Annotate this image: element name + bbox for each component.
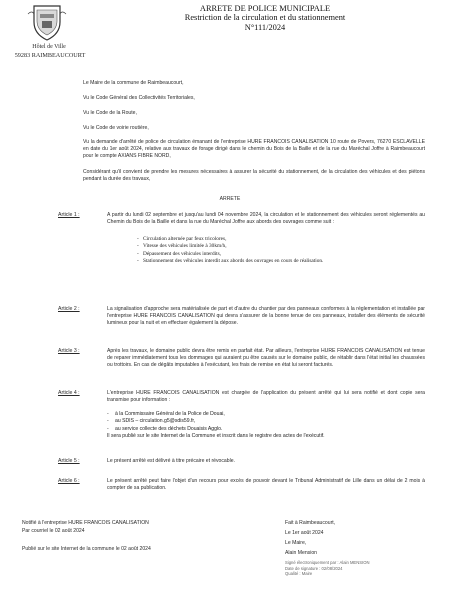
article-4-list [107,411,425,441]
preamble-cgct: Vu le Code Général des Collectivités Territoriales, [83,95,195,101]
list-item: Il sera publié sur le site Internet de la Commune et inscrit dans le registre des actes de l'exécutif. [107,433,325,440]
article-6-text: Le présent arrêté peut faire l'objet d'un recours pour excès de pouvoir devant le Tribunal Administratif de Lille dans un délai de 2 mois à compter de sa publication. [107,478,425,492]
article-2-label: Article 2 : [58,306,80,312]
town-hall-label: Hôtel de Ville [32,44,66,50]
stamp-signed-by: Signé électroniquement par : Alain MENSION [285,560,370,565]
arrete-heading: ARRETE [219,196,241,202]
list-item: - au SDIS – circulation.g5@sdis59.fr, [107,418,196,425]
article-3-label: Article 3 : [58,348,80,354]
signature-place: Fait à Raimbeaucourt, [285,520,336,526]
preamble-request: Vu la demande d'arrêté de police de circulation émanant de l'entreprise HURE FRANCOIS CANALISATION 10 route de Povers, 76270 ESCLAVELLE en date du 1er août 2024, relative aux travaux de forage dirigé dans le chemin du Bois de la Baille et de la rue du Maréchal Joffre à Raimbeaucourt pour le compte AXIANS FIBRE NORD, [83,139,425,160]
preamble-considering: Considérant qu'il convient de prendre les mesures nécessaires à assurer la sécurité du stationnement, de la circulation des véhicules et des piétons pendant la durée des travaux, [83,169,425,183]
list-item: - à la Commissaire Général de la Police de Douai, [107,411,225,417]
article-4-text: L'entreprise HURE FRANCOIS CANALISATION est chargée de l'application du présent arrêté qui lui sera notifié et dont copie sera transmise pour information : [107,390,425,404]
town-name-label: 59283 RAIMBEAUCOURT [14,52,86,59]
signature-title: Le Maire, [285,540,307,546]
electronic-signature-stamp [285,560,435,577]
article-1-list [137,236,427,266]
signature-name: Alain Mension [285,550,317,556]
article-5-label: Article 5 : [58,458,80,464]
article-2-text: La signalisation d'approche sera matérialisée de part et d'autre du chantier par des panneaux conformes à la réglementation et installée par l'entreprise HURE FRANCOIS CANALISATION qui devra s'assurer de la bonne tenue de ces panneaux, installer des éléments de sécurité lumineux pour la nuit et en effectuer également la dépose. [107,306,425,327]
article-6-label: Article 6 : [58,478,80,484]
town-crest-logo [24,4,70,42]
list-item: - Dépassement des véhicules interdits, [137,250,221,257]
decree-subtitle: Restriction de la circulation et du stationnement [184,13,346,22]
list-item: - Circulation alternée par feux tricolores, [137,236,227,242]
preamble-mayor: Le Maire de la commune de Raimbeaucourt, [83,80,184,86]
stamp-date: Date de signature : 02/08/2024 [285,565,343,571]
decree-number: N°111/2024 [244,23,286,32]
published-line: Publié sur le site Internet de la commune le 02 août 2024 [22,546,151,552]
preamble-code-voirie: Vu le Code de voirie routière, [83,125,149,131]
list-item: - Stationnement des véhicules interdit aux abords des ouvrages en cours de réalisation. [137,258,324,265]
article-5-text: Le présent arrêté est délivré à titre précaire et révocable. [107,458,235,464]
signature-date: Le 1er août 2024 [285,530,324,536]
article-1-text: A partir du lundi 02 septembre et jusqu'au lundi 04 novembre 2024, la circulation et le stationnement des véhicules seront réglementés au Chemin du Bois de la Baille et dans la rue du Maréchal Joffre aux abords des ouvrages comme suit : [107,212,425,226]
decree-title: ARRETE DE POLICE MUNICIPALE [199,4,331,13]
list-item: - Vitesse des véhicules limitée à 30km/h, [137,243,227,250]
list-item: - au service collecte des déchets Douaisis Agglo. [107,425,223,432]
notified-line: Notifié à l'entreprise HURE FRANCOIS CANALISATION [22,520,149,526]
article-3-text: Après les travaux, le domaine public devra être remis en parfait état. Par ailleurs, l'entreprise HURE FRANCOIS CANALISATION est tenue de reparer immédiatement tous les dommages qui auraient pu être causés sur le domaine public, de rétablir dans l'état initial les chaussées ou trottoirs. En cas de dégâts imputables à l'exécutant, les frais de remise en état lui seront facturés. [107,348,425,369]
stamp-quality: Qualité : Maire [285,571,313,577]
article-4-label: Article 4 : [58,390,80,396]
preamble-code-route: Vu le Code de la Route, [83,110,137,116]
notified-date: Par courriel le 02 août 2024 [22,528,85,534]
article-1-label: Article 1 : [58,212,80,218]
